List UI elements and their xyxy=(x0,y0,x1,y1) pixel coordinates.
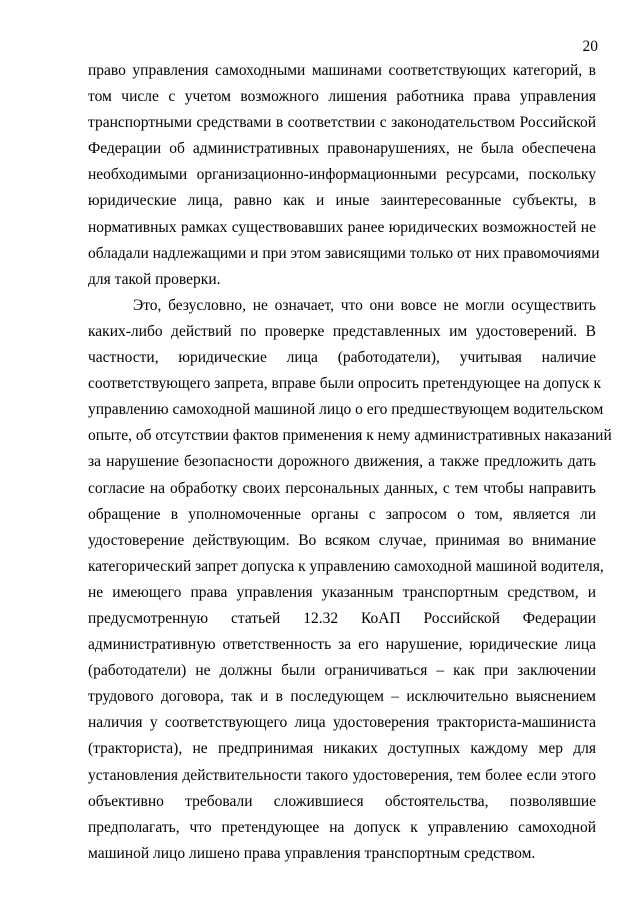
text-line: согласие на обработку своих персональных данных, с тем чтобы направить xyxy=(88,479,596,497)
text-line: (работодатели) не должны были ограничиваться – как при заключении xyxy=(88,662,596,680)
text-line: частности, юридические лица (работодатели), учитывая наличие xyxy=(88,349,596,367)
text-line: трудового договора, так и в последующем – исключительно выяснением xyxy=(88,688,596,706)
text-line: категорический запрет допуска к управлению самоходной машиной водителя, xyxy=(88,557,604,575)
text-line: административную ответственность за его нарушение, юридические лица xyxy=(88,636,596,654)
paragraph-1 xyxy=(88,58,600,293)
text-line: опыте, об отсутствии фактов применения к нему административных наказаний xyxy=(88,427,612,445)
text-line: (тракториста), не предпринимая никаких доступных каждому мер для xyxy=(88,740,596,758)
text-line: обращение в уполномоченные органы с запросом о том, является ли xyxy=(88,505,596,523)
text-line: том числе с учетом возможного лишения работника права управления xyxy=(88,88,596,106)
text-line: нормативных рамках существовавших ранее юридических возможностей не xyxy=(88,218,596,236)
text-line: каких-либо действий по проверке представленных им удостоверений. В xyxy=(88,322,596,340)
text-line: не имеющего права управления указанным транспортным средством, и xyxy=(88,583,596,601)
text-line: транспортными средствами в соответствии с законодательством Российской xyxy=(88,114,596,132)
text-line: предполагать, что претендующее на допуск к управлению самоходной xyxy=(88,818,596,836)
text-line: для такой проверки. xyxy=(88,270,221,288)
page-number: 20 xyxy=(582,38,598,55)
paragraph-2 xyxy=(88,293,612,867)
text-line: обладали надлежащими и при этом зависящими только от них правомочиями xyxy=(88,244,600,262)
text-line: необходимыми организационно-информационными ресурсами, поскольку xyxy=(88,166,596,184)
text-line: Это, безусловно, не означает, что они вовсе не могли осуществить xyxy=(133,296,596,314)
text-line: за нарушение безопасности дорожного движения, а также предложить дать xyxy=(88,453,596,471)
text-line: управлению самоходной машиной лицо о его предшествующем водительском xyxy=(88,401,604,419)
text-line: соответствующего запрета, вправе были опросить претендующее на допуск к xyxy=(88,375,601,393)
text-line: наличия у соответствующего лица удостоверения тракториста-машиниста xyxy=(88,714,596,732)
text-line: удостоверение действующим. Во всяком случае, принимая во внимание xyxy=(88,531,596,549)
text-line: объективно требовали сложившиеся обстоятельства, позволявшие xyxy=(88,792,596,810)
text-line: право управления самоходными машинами соответствующих категорий, в xyxy=(88,62,596,79)
text-line: юридические лица, равно как и иные заинтересованные субъекты, в xyxy=(88,192,596,210)
text-line: Федерации об административных правонарушениях, не была обеспечена xyxy=(88,140,596,158)
text-line: предусмотренную статьей 12.32 КоАП Российской Федерации xyxy=(88,609,596,627)
text-line: машиной лицо лишено права управления транспортным средством. xyxy=(88,844,536,862)
text-line: установления действительности такого удостоверения, тем более если этого xyxy=(88,766,596,784)
body-text xyxy=(88,58,612,867)
